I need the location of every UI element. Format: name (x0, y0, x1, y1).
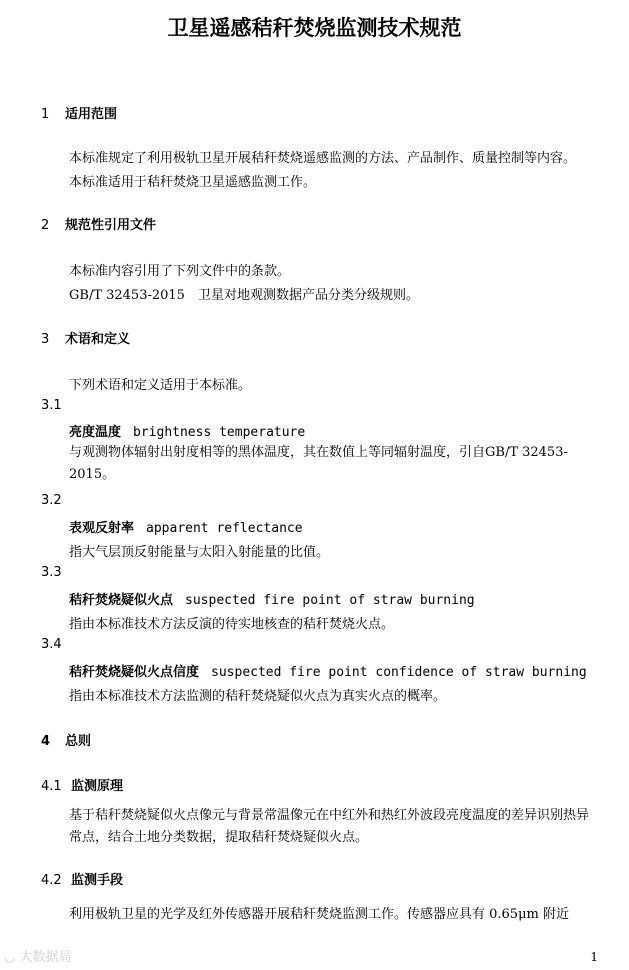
term-number: 3.1 (41, 398, 62, 413)
reference-line: GB/T 32453-2015 卫星对地观测数据产品分类分级规则。 (69, 288, 419, 303)
section-number: 3 (41, 332, 50, 347)
section-1-heading (41, 103, 117, 122)
section-title: 规范性引用文件 (65, 218, 157, 233)
term-number: 3.3 (41, 565, 62, 580)
document-title: 卫星遥感秸秆焚烧监测技术规范 (167, 16, 462, 40)
term-definition: 指由本标准技术方法监测的秸秆焚烧疑似火点为真实火点的概率。 (69, 689, 447, 704)
subsection-title: 监测原理 (71, 779, 124, 794)
paragraph: 本标准适用于秸秆焚烧卫星遥感监测工作。 (69, 175, 317, 190)
subsection-4-2-heading (41, 869, 123, 888)
term-en: suspected fire point of straw burning (185, 593, 475, 608)
term-en: suspected fire point confidence of straw burning (211, 665, 587, 680)
term-definition: 指由本标准技术方法反演的待实地核查的秸秆焚烧火点。 (69, 617, 395, 632)
term-en: brightness temperature (133, 425, 306, 440)
paragraph: 本标准规定了利用极轨卫星开展秸秆焚烧遥感监测的方法、产品制作、质量控制等内容。 (69, 151, 577, 166)
term-definition: 指大气层顶反射能量与太阳入射能量的比值。 (69, 545, 330, 560)
term-heading (69, 421, 305, 440)
term-heading (69, 661, 587, 680)
subsection-4-1-heading (41, 775, 123, 794)
section-title: 术语和定义 (65, 332, 131, 347)
term-definition: 与观测物体辐射出射度相等的黑体温度，其在数值上等同辐射温度，引自GB/T 32453-2015。 (69, 445, 568, 482)
term-zh: 秸秆焚烧疑似火点 (69, 593, 174, 608)
paragraph: 本标准内容引用了下列文件中的条款。 (69, 264, 291, 279)
section-3-heading (41, 328, 130, 347)
section-number: 4 (41, 734, 51, 749)
paragraph: 下列术语和定义适用于本标准。 (69, 378, 252, 393)
section-number: 2 (41, 218, 50, 233)
subsection-number: 4.2 (41, 873, 62, 888)
watermark-text: 大数据局 (19, 950, 72, 965)
term-heading (69, 589, 475, 608)
watermark (4, 946, 72, 965)
term-number: 3.2 (41, 493, 62, 508)
paragraph: 利用极轨卫星的光学及红外传感器开展秸秆焚烧监测工作。传感器应具有 0.65μm 附近 (69, 907, 569, 922)
term-zh: 秸秆焚烧疑似火点信度 (69, 665, 200, 680)
term-zh: 表观反射率 (69, 521, 135, 536)
section-number: 1 (41, 107, 50, 122)
term-en: apparent reflectance (146, 521, 303, 536)
watermark-logo-icon: ◡ (4, 950, 16, 965)
term-number: 3.4 (41, 637, 62, 652)
term-zh: 亮度温度 (69, 425, 122, 440)
page-number: 1 (590, 950, 598, 964)
paragraph: 基于秸秆焚烧疑似火点像元与背景常温像元在中红外和热红外波段亮度温度的差异识别热异常点，结合土地分类数据，提取秸秆焚烧疑似火点。 (69, 808, 590, 845)
subsection-number: 4.1 (41, 779, 62, 794)
section-2-heading (41, 214, 156, 233)
section-title: 适用范围 (65, 107, 118, 122)
term-heading (69, 517, 303, 536)
section-4-heading (41, 730, 91, 749)
subsection-title: 监测手段 (71, 873, 124, 888)
section-title: 总则 (65, 734, 92, 749)
